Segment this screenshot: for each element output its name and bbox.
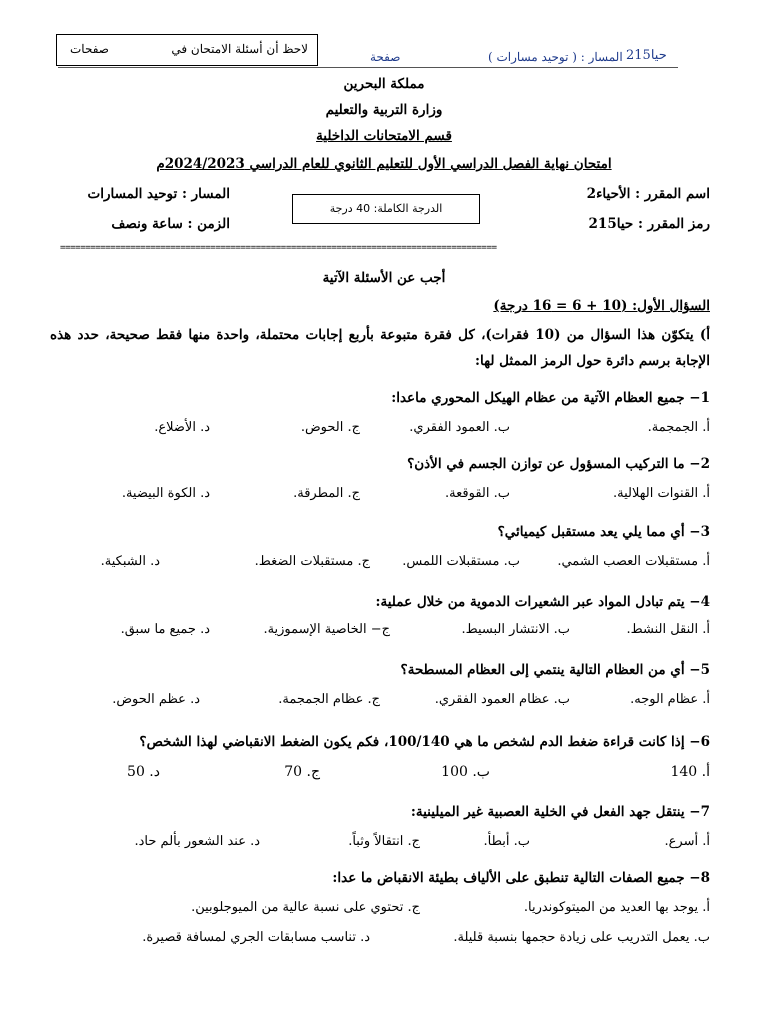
q2-option-d: د. الكوة البيضية.	[121, 486, 210, 501]
q5-option-d: د. عظم الحوض.	[112, 692, 200, 707]
header-course-code: حيا215	[626, 48, 667, 63]
exam-title: امتحان نهاية الفصل الدراسي الأول للتعليم الثانوي للعام الدراسي 2024/2023م	[156, 156, 612, 172]
question-8: 8− جميع الصفات التالية تنطبق على الألياف بطيئة الانقباض ما عدا:	[332, 870, 710, 886]
question-3: 3− أي مما يلي يعد مستقبل كيميائي؟	[497, 524, 710, 540]
q6-option-c: ج. 70	[284, 764, 320, 780]
q8-option-c: ج. تحتوي على نسبة عالية من الميوجلوبين.	[191, 900, 420, 915]
q3-option-b: ب. مستقبلات اللمس.	[402, 554, 520, 569]
q3-option-c: ج. مستقبلات الضغط.	[254, 554, 370, 569]
full-grade-box: الدرجة الكاملة: 40 درجة	[292, 194, 480, 224]
q8-option-d: د. تناسب مسابقات الجري لمسافة قصيرة.	[142, 930, 370, 945]
section-title: قسم الامتحانات الداخلية	[316, 128, 452, 144]
q7-option-b: ب. أبطأ.	[483, 834, 530, 849]
q1-option-d: د. الأضلاع.	[154, 420, 210, 435]
header-divider	[58, 67, 678, 68]
q1-heading: السؤال الأول: (10 + 6 = 16 درجة)	[493, 298, 710, 314]
separator-line: =======================================================================================	[60, 243, 497, 253]
q3-option-d: د. الشبكية.	[100, 554, 160, 569]
q7-option-a: أ. أسرع.	[664, 834, 710, 849]
q4-option-c: ج− الخاصية الإسموزية.	[263, 622, 390, 637]
kingdom-title: مملكة البحرين	[343, 76, 425, 92]
question-5: 5− أي من العظام التالية ينتمي إلى العظام المسطحة؟	[400, 662, 710, 678]
question-6: 6− إذا كانت قراءة ضغط الدم لشخص ما هي 100/140، فكم يكون الضغط الانقباضي لهذا الشخص؟	[139, 734, 710, 750]
course-symbol: رمز المقرر : حيا215	[588, 216, 710, 232]
time-info: الزمن : ساعة ونصف	[111, 216, 230, 232]
q5-option-c: ج. عظام الجمجمة.	[278, 692, 380, 707]
q6-option-d: د. 50	[127, 764, 160, 780]
q2-option-b: ب. القوقعة.	[445, 486, 510, 501]
q2-option-c: ج. المطرقة.	[293, 486, 360, 501]
q6-option-b: ب. 100	[441, 764, 490, 780]
question-7: 7− ينتقل جهد الفعل في الخلية العصبية غير الميلينية:	[410, 804, 710, 820]
q4-option-a: أ. النقل النشط.	[626, 622, 710, 637]
q2-option-a: أ. القنوات الهلالية.	[613, 486, 710, 501]
page-notice-text: لاحظ أن أسئلة الامتحان في	[171, 42, 308, 56]
instructions: أجب عن الأسئلة الآتية	[322, 270, 446, 286]
q8-option-b: ب. يعمل التدريب على زيادة حجمها بنسبة قليلة.	[453, 930, 710, 945]
q5-option-b: ب. عظام العمود الفقري.	[434, 692, 570, 707]
ministry-title: وزارة التربية والتعليم	[325, 102, 443, 118]
header-track: المسار : ( توحيد مسارات )	[488, 50, 623, 64]
q8-option-a: أ. يوجد بها العديد من الميتوكوندريا.	[523, 900, 710, 915]
q1-option-a: أ. الجمجمة.	[647, 420, 710, 435]
question-4: 4− يتم تبادل المواد عبر الشعيرات الدموية من خلال عملية:	[375, 594, 710, 610]
q1-option-c: ج. الحوض.	[300, 420, 360, 435]
q7-option-d: د. عند الشعور بألم حاد.	[134, 834, 260, 849]
page-word: صفحة	[370, 50, 401, 64]
q7-option-c: ج. انتقالاً وثباً.	[348, 834, 420, 849]
track-info: المسار : توحيد المسارات	[87, 186, 230, 202]
q1-option-b: ب. العمود الفقري.	[409, 420, 510, 435]
question-2: 2− ما التركيب المسؤول عن توازن الجسم في الأذن؟	[407, 456, 710, 472]
q1-intro: أ) يتكوّن هذا السؤال من (10 فقرات)، كل فقرة متبوعة بأربع إجابات محتملة، واحدة منها فقط صحيحة، حدد هذه الإجابة برسم دائرة حول الرمز الممثل لها:	[50, 327, 710, 369]
q5-option-a: أ. عظام الوجه.	[630, 692, 710, 707]
q4-option-b: ب. الانتشار البسيط.	[461, 622, 570, 637]
page-count-label: صفحات	[70, 42, 109, 56]
question-1: 1− جميع العظام الآتية من عظام الهيكل المحوري ماعدا:	[391, 390, 710, 406]
q6-option-a: أ. 140	[670, 764, 710, 780]
q3-option-a: أ. مستقبلات العصب الشمي.	[557, 554, 710, 569]
course-name: اسم المقرر : الأحياء2	[586, 186, 710, 202]
q4-option-d: د. جميع ما سبق.	[120, 622, 210, 637]
